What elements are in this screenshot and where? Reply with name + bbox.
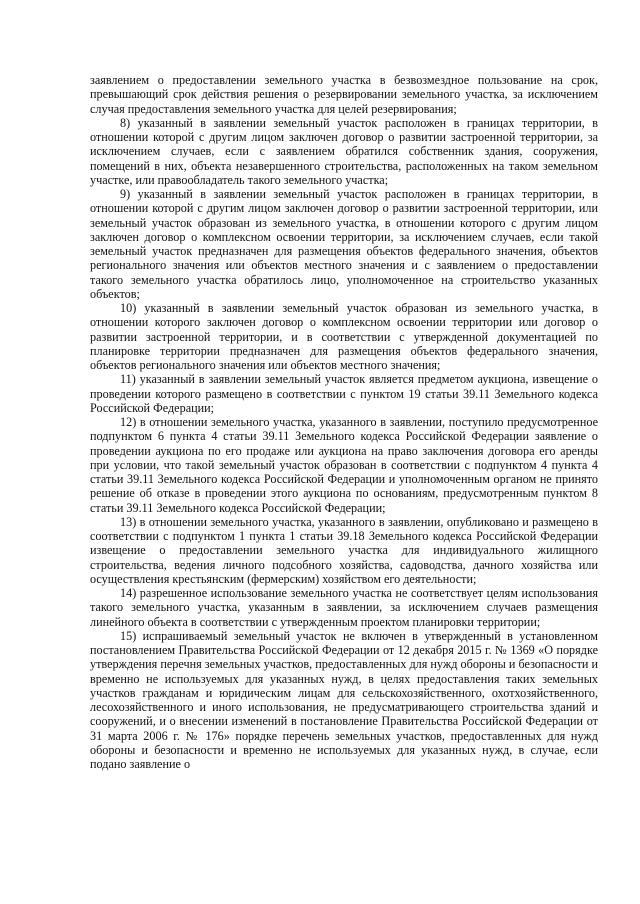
paragraph-item-11: 11) указанный в заявлении земельный участок является предметом аукциона, извещение о проведении которого размещено в соответствии с пунктом 19 статьи 39.11 Земельного кодекса Российской Федерации;: [90, 372, 598, 415]
paragraph-continuation: заявлением о предоставлении земельного участка в безвозмездное пользование на срок, превышающий срок действия решения о резервировании земельного участка, за исключением случая предоставления земельного участка для целей резервирования;: [90, 73, 598, 116]
paragraph-item-15: 15) испрашиваемый земельный участок не включен в утвержденный в установленном постановлением Правительства Российской Федерации от 12 декабря 2015 г. № 1369 «О порядке утверждения перечня земельных участков, предоставленных для нужд обороны и безопасности и временно не используемых для указанных нужд, в целях предоставления таких земельных участков гражданам и юридическим лицам для сельскохозяйственного, охотхозяйственного, лесохозяйственного и иного использования, не предусматривающего строительства зданий и сооружений, и о внесении изменений в постановление Правительства Российской Федерации от 31 марта 2006 г. № 176» порядке перечень земельных участков, предоставленных для нужд обороны и безопасности и временно не используемых для указанных нужд, в случае, если подано заявление о: [90, 628, 598, 771]
document-page: [90, 73, 598, 771]
paragraph-item-14: 14) разрешенное использование земельного участка не соответствует целям использования такого земельного участка, указанным в заявлении, за исключением случаев размещения линейного объекта в соответствии с утвержденным проектом планировки территории;: [90, 586, 598, 629]
paragraph-item-12: 12) в отношении земельного участка, указанного в заявлении, поступило предусмотренное подпунктом 6 пункта 4 статьи 39.11 Земельного кодекса Российской Федерации заявление о проведении аукциона по его продаже или аукциона на право заключения договора его аренды при условии, что такой земельный участок образован в соответствии с подпунктом 4 пункта 4 статьи 39.11 Земельного кодекса Российской Федерации и уполномоченным органом не принято решение об отказе в проведении этого аукциона по основаниям, предусмотренным пунктом 8 статьи 39.11 Земельного кодекса Российской Федерации;: [90, 415, 598, 515]
paragraph-item-9: 9) указанный в заявлении земельный участок расположен в границах территории, в отношении которой с другим лицом заключен договор о развитии застроенной территории, или земельный участок образован из земельного участка, в отношении которого с другим лицом заключен договор о комплексном освоении территории, за исключением случаев, если такой земельный участок предназначен для размещения объектов федерального значения, объектов регионального значения или объектов местного значения и с заявлением о предоставлении такого земельного участка обратилось лицо, уполномоченное на строительство указанных объектов;: [90, 187, 598, 301]
paragraph-item-10: 10) указанный в заявлении земельный участок образован из земельного участка, в отношении которого заключен договор о комплексном освоении территории или договор о развитии застроенной территории, и в соответствии с утвержденной документацией по планировке территории предназначен для размещения объектов федерального значения, объектов регионального значения или объектов местного значения;: [90, 301, 598, 372]
paragraph-item-13: 13) в отношении земельного участка, указанного в заявлении, опубликовано и размещено в соответствии с подпунктом 1 пункта 1 статьи 39.18 Земельного кодекса Российской Федерации извещение о предоставлении земельного участка для индивидуального жилищного строительства, ведения личного подсобного хозяйства, садоводства, дачного хозяйства или осуществления крестьянским (фермерским) хозяйством его деятельности;: [90, 514, 598, 586]
paragraph-item-8: 8) указанный в заявлении земельный участок расположен в границах территории, в отношении которой с другим лицом заключен договор о развитии застроенной территории, за исключением случаев, если с заявлением обратился собственник здания, сооружения, помещений в них, объекта незавершенного строительства, расположенных на таком земельном участке, или правообладатель такого земельного участка;: [90, 115, 598, 187]
